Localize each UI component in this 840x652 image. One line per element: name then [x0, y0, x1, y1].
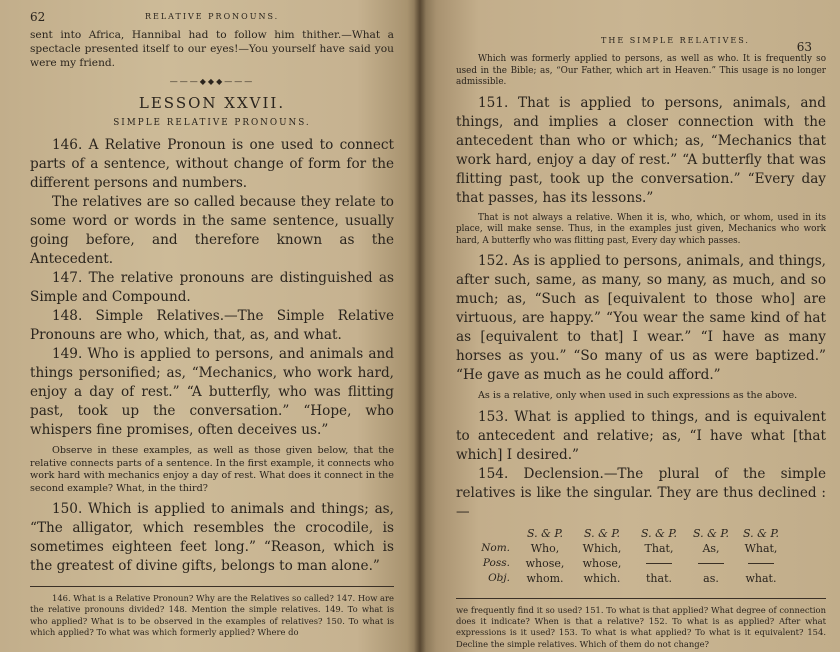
case-label: Nom. — [481, 541, 510, 554]
declension-cell: Which, — [582, 541, 622, 555]
case-label: Poss. — [482, 556, 510, 569]
right-running-title: THE SIMPLE RELATIVES. — [601, 36, 750, 45]
declension-cell: whom. — [526, 571, 564, 585]
paragraph-151: 151. That is applied to persons, animals, and things, and implies a closer connection with the antecedent than who or which; as, “Mechanics that work hard, enjoy a day of rest.” “A butterfly that was flitting past, took up the conversation.” “Every day that passes, has its lessons.” — [456, 94, 826, 206]
paragraph-153: 153. What is applied to things, and is equivalent to antecedent and relative; as, “I have what [that which] I desired.” — [456, 408, 826, 463]
right-page-number: 63 — [796, 40, 812, 54]
right-page — [420, 0, 840, 652]
declension-cell: what. — [745, 571, 777, 585]
declension-header: S. & P. — [742, 526, 780, 540]
note-151: That is not always a relative. When it is, who, which, or whom, used in its place, will make sense. Thus, in the examples just given, Mechanics who work hard, A butterfly who was flitting past, Every day which passes. — [456, 212, 826, 246]
book-gutter — [414, 0, 426, 652]
declension-cell: That, — [644, 541, 674, 555]
case-label: Obj. — [488, 571, 510, 584]
declension-table — [456, 526, 826, 586]
paragraph-149: 149. Who is applied to persons, and animals and things personified; as, “Mechanics, who work hard, enjoy a day of rest.” “A butterfly, who was flitting past, took up the conversation.” “Hope, who whispers fine promises, often deceives us.” — [30, 346, 394, 438]
declension-cell: What, — [744, 541, 778, 555]
ornament: ———◆◆◆——— — [169, 77, 255, 86]
right-running-head — [456, 26, 826, 54]
declension-cell: whose, — [582, 556, 622, 570]
left-footer-rule — [30, 586, 394, 587]
paragraph-146b: The relatives are so called because they relate to some word or words in the same sentence, usually going before, and therefore known as the Antecedent. — [30, 194, 394, 267]
declension-header: S. & P. — [583, 526, 621, 540]
left-running-head — [30, 10, 394, 28]
declension-cell: whose, — [525, 556, 565, 570]
paragraph-150: 150. Which is applied to animals and things; as, “The alligator, which resembles the crocodile, is sometimes eighteen feet long.” “Reason, which is the greatest of divine gifts, belongs to man alone.” — [30, 501, 394, 574]
note-152: As is a relative, only when used in such expressions as the above. — [478, 390, 798, 401]
declension-header: S. & P. — [692, 526, 730, 540]
declension-cell: as. — [703, 571, 719, 585]
empty-form-dash — [698, 563, 724, 564]
paragraph-146: 146. A Relative Pronoun is one used to connect parts of a sentence, without change of form for the different persons and numbers. — [30, 137, 394, 191]
declension-header: S. & P. — [526, 526, 564, 540]
declension-cell: Who, — [530, 541, 560, 555]
right-footer-rule — [456, 598, 826, 599]
empty-form-dash — [646, 563, 672, 564]
paragraph-152: 152. As is applied to persons, animals, and things, after such, same, as many, so many, as much, and so much; as, “Such as [equivalent to those who] are virtuous, are happy.” “You wear the same kind of hat as [equivalent to that] I wear.” “I have as many horses as you.” “So many of us as were baptized.” “He gave as much as he could afford.” — [456, 253, 826, 383]
left-page-number: 62 — [30, 10, 46, 24]
paragraph-154: 154. Declension.—The plural of the simple relatives is like the singular. They are thus declined :— — [456, 465, 826, 520]
lesson-title: LESSON XXVII. — [138, 94, 286, 112]
paragraph-148: 148. Simple Relatives.—The Simple Relative Pronouns are who, which, that, as, and what. — [30, 308, 394, 343]
left-running-title: RELATIVE PRONOUNS. — [145, 12, 280, 21]
left-review-questions: 146. What is a Relative Pronoun? Why are the Relatives so called? 147. How are the relative pronouns divided? 148. Mention the simple relatives. 149. To what is who applied? What is to be observed in the examples of relatives? 150. To what is which applied? To what was which formerly applied? Where do — [30, 593, 394, 638]
paragraph-147: 147. The relative pronouns are distinguished as Simple and Compound. — [30, 270, 394, 305]
empty-form-dash — [748, 563, 774, 564]
left-continuation: sent into Africa, Hannibal had to follow him thither.—What a spectacle presented itself to our eyes!—You yourself have said you were my friend. — [30, 29, 394, 69]
declension-header: S. & P. — [640, 526, 678, 540]
note-which: Which was formerly applied to persons, as well as who. It is frequently so used in the Bible; as, “Our Father, which art in Heaven.” This usage is no longer admissible. — [456, 54, 826, 87]
note-149: Observe in these examples, as well as those given below, that the relative connects parts of a sentence. In the first example, it connects who work hard with mechanics enjoy a day of rest. What does it connect in the second example? What, in the third? — [30, 445, 394, 494]
right-review-questions: we frequently find it so used? 151. To what is that applied? What degree of connection does it indicate? When is that a relative? 152. To what is as applied? After what expressions is it used? 153. To what is what applied? To what is it equivalent? 154. Decline the simple relatives. Which of them do not change? — [456, 604, 826, 649]
declension-cell: As, — [702, 541, 720, 555]
declension-cell: which. — [583, 571, 621, 585]
declension-cell: that. — [646, 571, 672, 585]
lesson-subheading: SIMPLE RELATIVE PRONOUNS. — [113, 118, 311, 128]
